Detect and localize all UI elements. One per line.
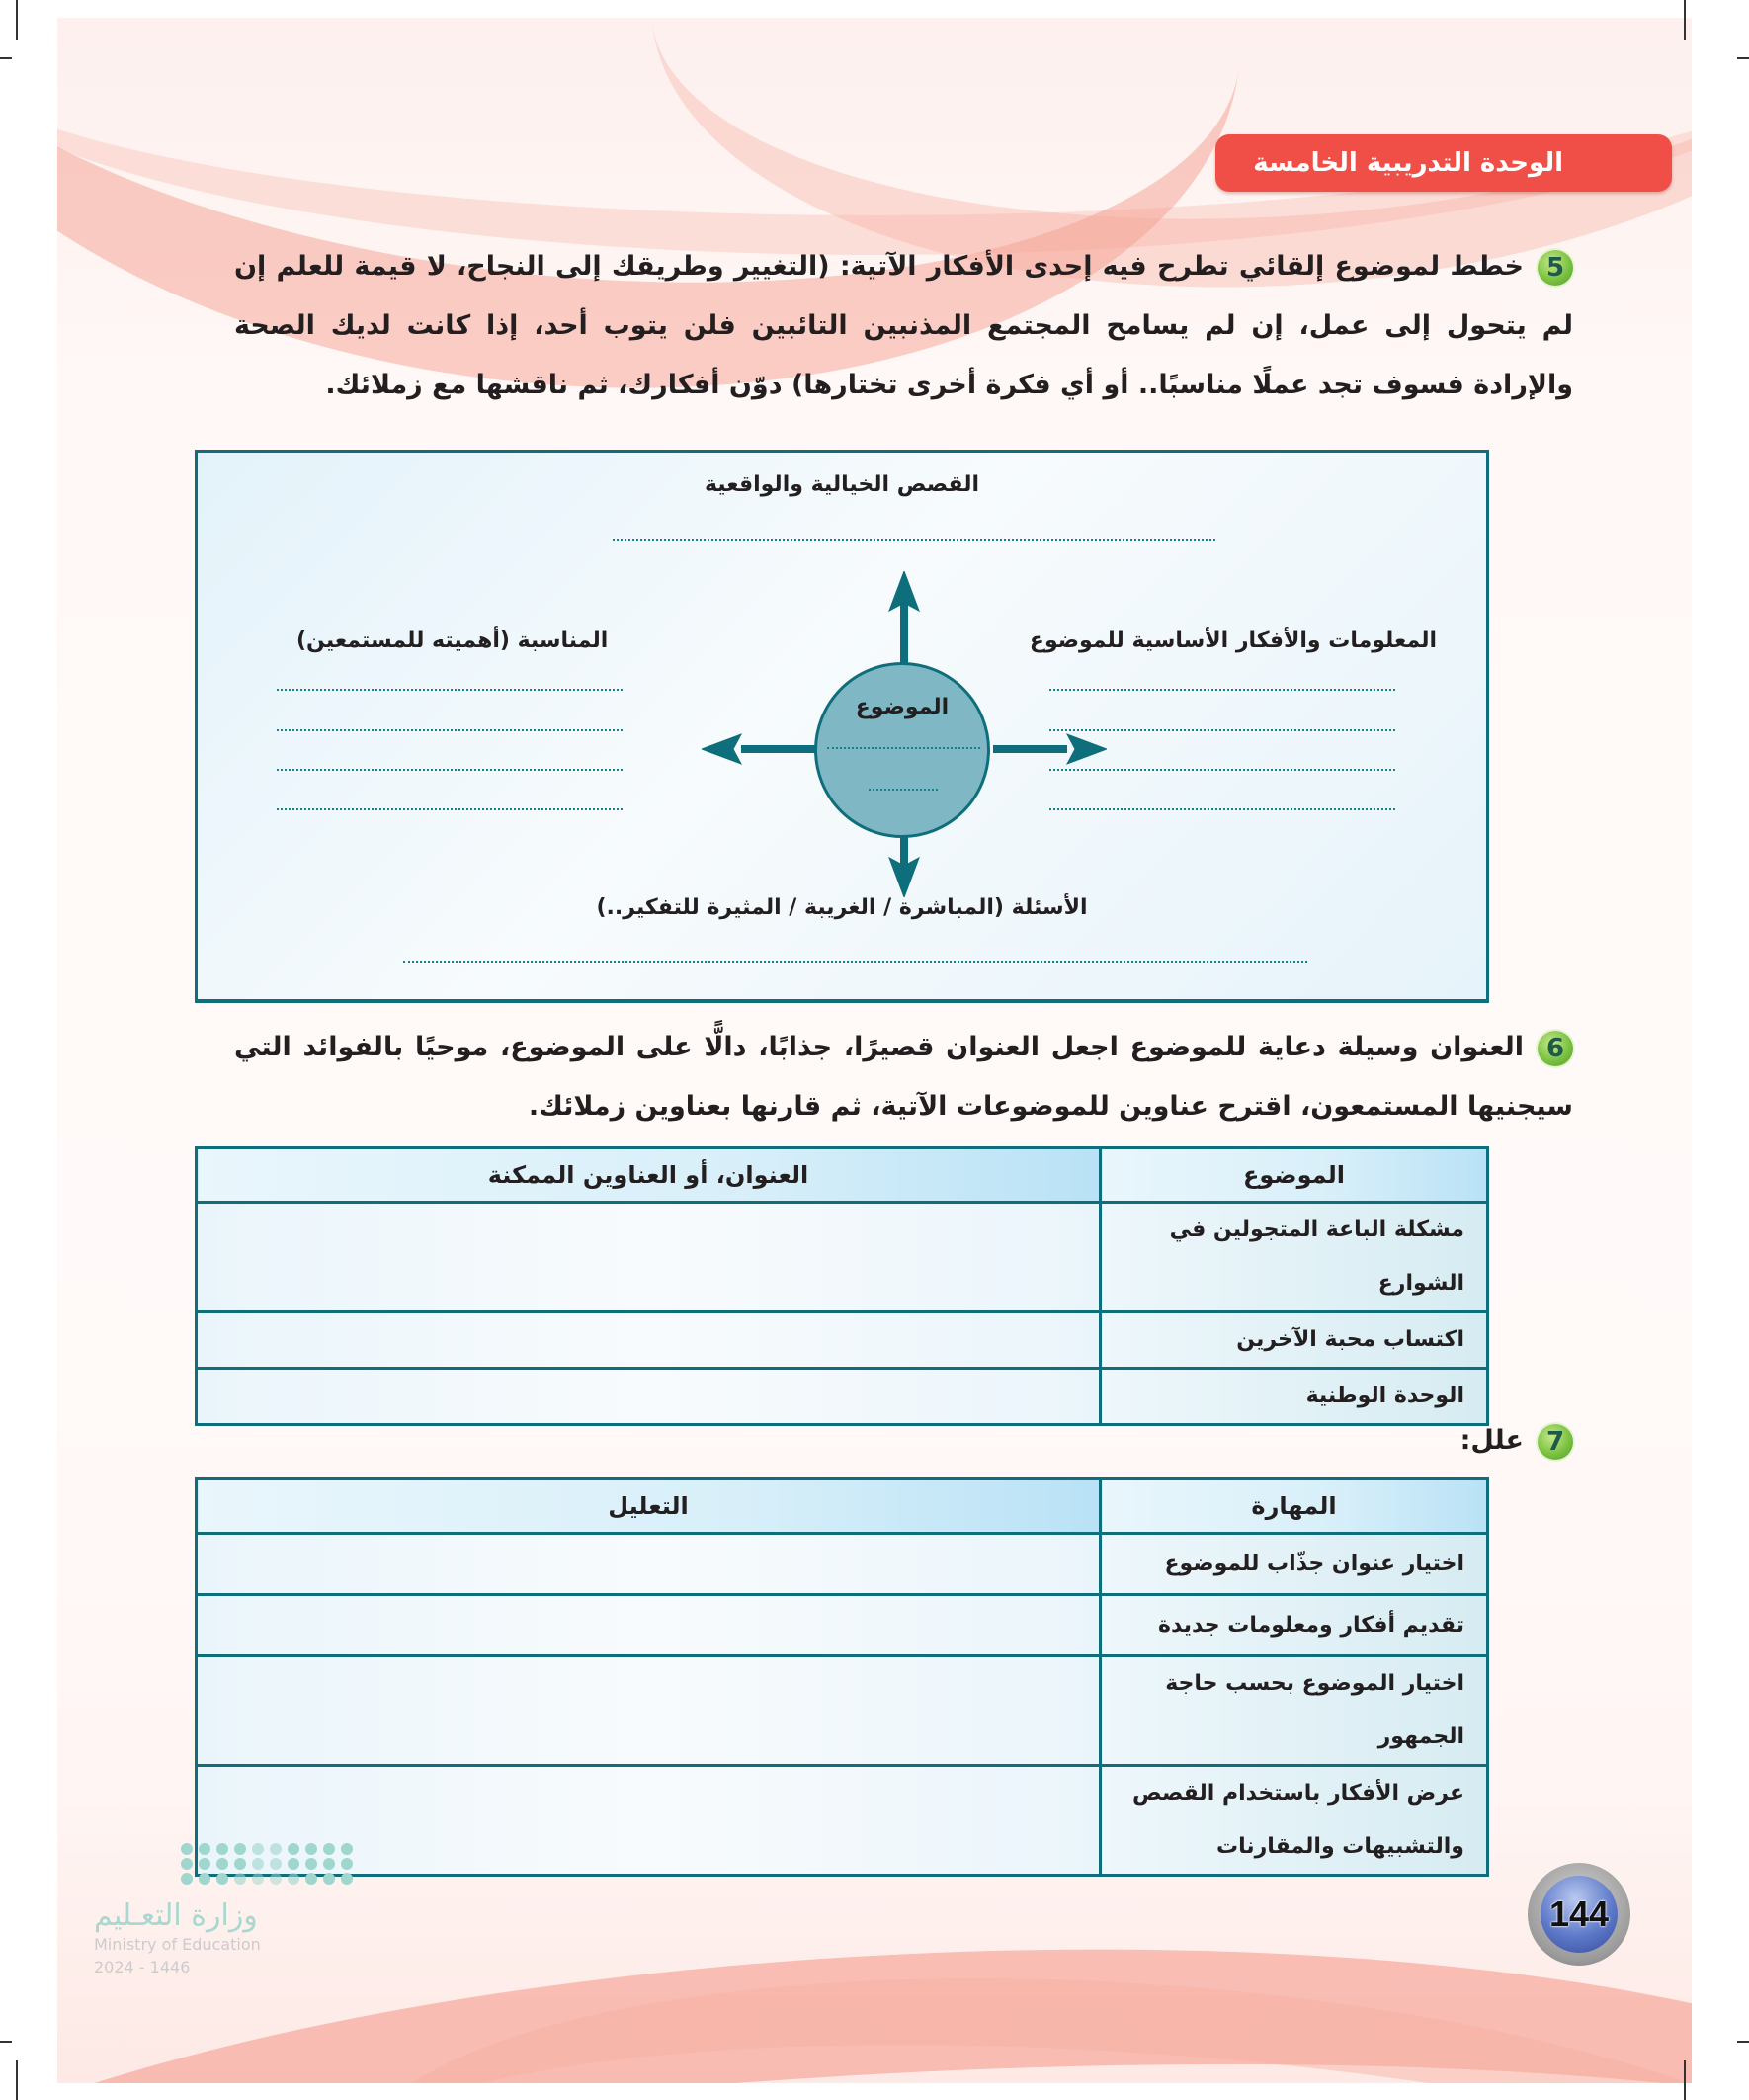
- answer-line[interactable]: [827, 747, 980, 749]
- decorative-wave: [340, 1930, 1692, 2083]
- top-category-label: القصص الخيالية والواقعية: [704, 472, 980, 497]
- skill-cell: اختيار الموضوع بحسب حاجة الجمهور: [1101, 1656, 1488, 1766]
- page-number: 144: [1541, 1876, 1618, 1953]
- crop-mark: [1684, 0, 1686, 40]
- answer-line[interactable]: [277, 729, 623, 731]
- ministry-name-arabic: وزارة التعـليم: [94, 1898, 258, 1933]
- table-row: [197, 1534, 1488, 1595]
- table-row: [197, 1312, 1488, 1369]
- ministry-logo: [94, 1843, 351, 1976]
- unit-title: الوحدة التدريبية الخامسة: [1253, 148, 1563, 178]
- column-header: العنوان، أو العناوين الممكنة: [197, 1148, 1101, 1203]
- answer-line[interactable]: [277, 769, 623, 771]
- crop-mark: [16, 2060, 18, 2100]
- reason-cell[interactable]: [197, 1656, 1101, 1766]
- reason-cell[interactable]: [197, 1534, 1101, 1595]
- answer-cell[interactable]: [197, 1203, 1101, 1312]
- titles-table: [195, 1146, 1489, 1426]
- table-row: [197, 1595, 1488, 1656]
- answer-cell[interactable]: [197, 1312, 1101, 1369]
- column-header: التعليل: [197, 1479, 1101, 1534]
- justification-table: [195, 1477, 1489, 1877]
- question-6-text: العنوان وسيلة دعاية للموضوع اجعل العنوان قصيرًا، جذابًا، دالًّا على الموضوع، موحيًا بالفوائد التي سيجنيها المستمعون، اقترح عناوين للموضوعات الآتية، ثم قارنها بعناوين زملائك.: [234, 1032, 1573, 1122]
- question-number-badge: 5: [1538, 250, 1573, 286]
- crop-mark: [1684, 2060, 1686, 2100]
- skill-cell: عرض الأفكار باستخدام القصص والتشبيهات والمقارنات: [1101, 1766, 1488, 1876]
- left-category-label: المناسبة (أهميته للمستمعين): [296, 629, 609, 653]
- page-number-badge: [1528, 1863, 1630, 1966]
- ministry-dots-icon: [181, 1843, 351, 1885]
- crop-mark: [1737, 2041, 1749, 2043]
- answer-line[interactable]: [277, 808, 623, 810]
- question-number-badge: 6: [1538, 1031, 1573, 1066]
- question-6: [234, 1018, 1573, 1136]
- crop-mark: [0, 2041, 12, 2043]
- edition-year: 2024 - 1446: [94, 1958, 191, 1976]
- answer-line[interactable]: [869, 789, 938, 791]
- question-5-text: خطط لموضوع إلقائي تطرح فيه إحدى الأفكار الآتية: (التغيير وطريقك إلى النجاح، لا قيمة للعلم إن لم يتحول إلى عمل، إن لم يسامح المجتمع المذنبين التائبين فلن يتوب أحد، إذا كانت لديك الصحة والإرادة فسوف تجد عملًا مناسبًا.. أو أي فكرة أخرى تختارها) دوّن أفكارك، ثم ناقشها مع زملائك.: [234, 251, 1573, 400]
- answer-line[interactable]: [403, 961, 1307, 963]
- crop-mark: [16, 0, 18, 40]
- topic-cell: مشكلة الباعة المتجولين في الشوارع: [1101, 1203, 1488, 1312]
- table-row: [197, 1766, 1488, 1876]
- table-header-row: [197, 1148, 1488, 1203]
- topic-cell: اكتساب محبة الآخرين: [1101, 1312, 1488, 1369]
- table-row: [197, 1203, 1488, 1312]
- right-category-label: المعلومات والأفكار الأساسية للموضوع: [1029, 629, 1437, 653]
- question-7: [234, 1411, 1573, 1470]
- crop-mark: [0, 57, 12, 59]
- center-topic-label: الموضوع: [855, 695, 950, 719]
- column-header: المهارة: [1101, 1479, 1488, 1534]
- column-header: الموضوع: [1101, 1148, 1488, 1203]
- unit-title-banner: [1215, 134, 1672, 192]
- question-7-text: علل:: [1459, 1425, 1524, 1456]
- skill-cell: تقديم أفكار ومعلومات جديدة: [1101, 1595, 1488, 1656]
- table-row: [197, 1656, 1488, 1766]
- skill-cell: اختيار عنوان جذّاب للموضوع: [1101, 1534, 1488, 1595]
- answer-line[interactable]: [613, 539, 1215, 541]
- topic-center-circle: [814, 662, 990, 838]
- crop-mark: [1737, 57, 1749, 59]
- table-header-row: [197, 1479, 1488, 1534]
- question-number-badge: 7: [1538, 1424, 1573, 1460]
- topic-cell: الوحدة الوطنية: [1101, 1369, 1488, 1425]
- ministry-name-english: Ministry of Education: [94, 1935, 261, 1954]
- idea-map-box: [195, 450, 1489, 1003]
- reason-cell[interactable]: [197, 1595, 1101, 1656]
- question-5: [234, 237, 1573, 415]
- answer-line[interactable]: [277, 689, 623, 691]
- bottom-category-label: الأسئلة (المباشرة / الغريبة / المثيرة للتفكير..): [596, 895, 1088, 920]
